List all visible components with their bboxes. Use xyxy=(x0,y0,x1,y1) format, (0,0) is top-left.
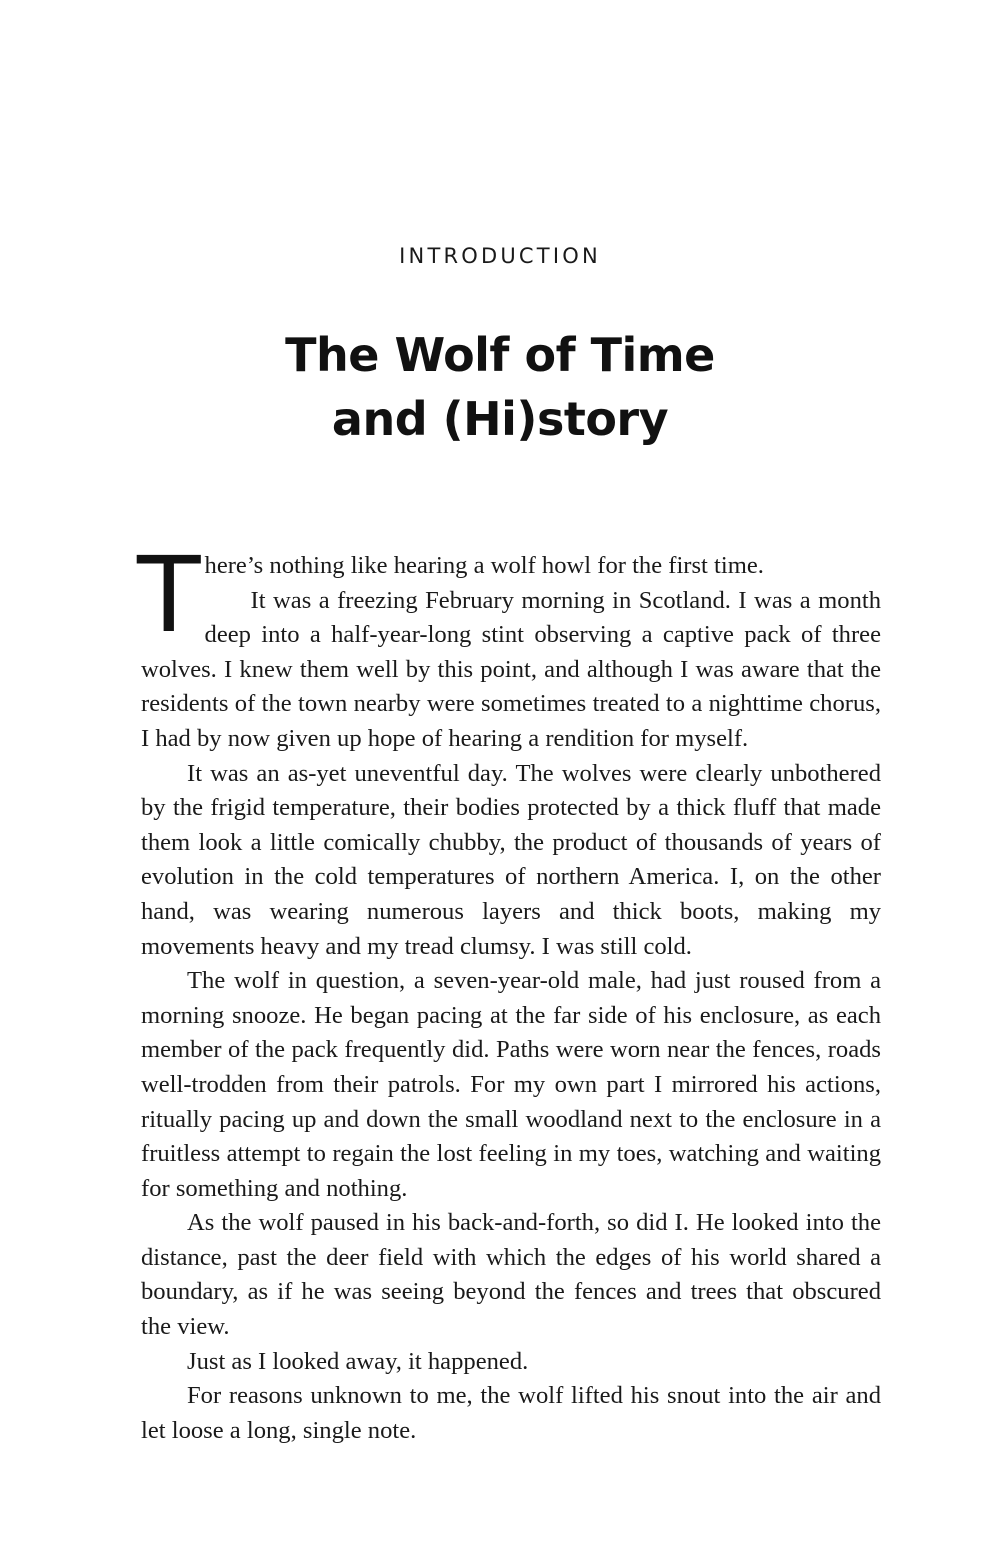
chapter-title-line-1: The Wolf of Time xyxy=(285,328,715,382)
paragraph-4: The wolf in question, a seven-year-old male, had just roused from a morning snooze. He began pacing at the far side of his enclosure, as each member of the pack frequently did. Paths were worn near the fences, roads well-trodden from their patrols. For my own part I mirrored his actions, ritually pacing up and down the small woodland next to the enclosure in a fruitless attempt to regain the lost feeling in my toes, watching and waiting for something and nothing. xyxy=(141,967,881,1202)
chapter-label: INTRODUCTION xyxy=(399,244,601,268)
paragraph-5: As the wolf paused in his back-and-forth, so did I. He looked into the distance, past the deer field with which the edges of his world shared a boundary, as if he was seeing beyond the fences and trees that obscured the view. xyxy=(141,1209,881,1341)
paragraph-1 xyxy=(137,534,881,656)
chapter-title-line-2: and (Hi)story xyxy=(331,392,669,446)
paragraph-1-text: here’s nothing like hearing a wolf howl for the first time. xyxy=(204,552,764,579)
drop-cap: T xyxy=(137,534,201,656)
paragraph-2: It was a freezing February morning in Scotland. I was a month deep into a half-year-long stint observing a captive pack of three wolves. I knew them well by this point, and although I was aware that the residents of the town nearby were sometimes treated to a nighttime chorus, I had by now given up hope of hearing a rendition for myself. xyxy=(141,586,881,752)
paragraph-3: It was an as-yet uneventful day. The wolves were clearly unbothered by the frigid temperature, their bodies protected by a thick fluff that made them look a little comically chubby, the product of thousands of years of evolution in the cold temperatures of northern America. I, on the other hand, was wearing numerous layers and thick boots, making my movements heavy and my tread clumsy. I was still cold. xyxy=(141,759,881,960)
paragraph-6: Just as I looked away, it happened. xyxy=(187,1347,529,1375)
body-text xyxy=(137,534,881,1448)
paragraph-7: For reasons unknown to me, the wolf lifted his snout into the air and let loose a long, single note. xyxy=(141,1382,881,1444)
chapter-title xyxy=(0,323,1000,451)
